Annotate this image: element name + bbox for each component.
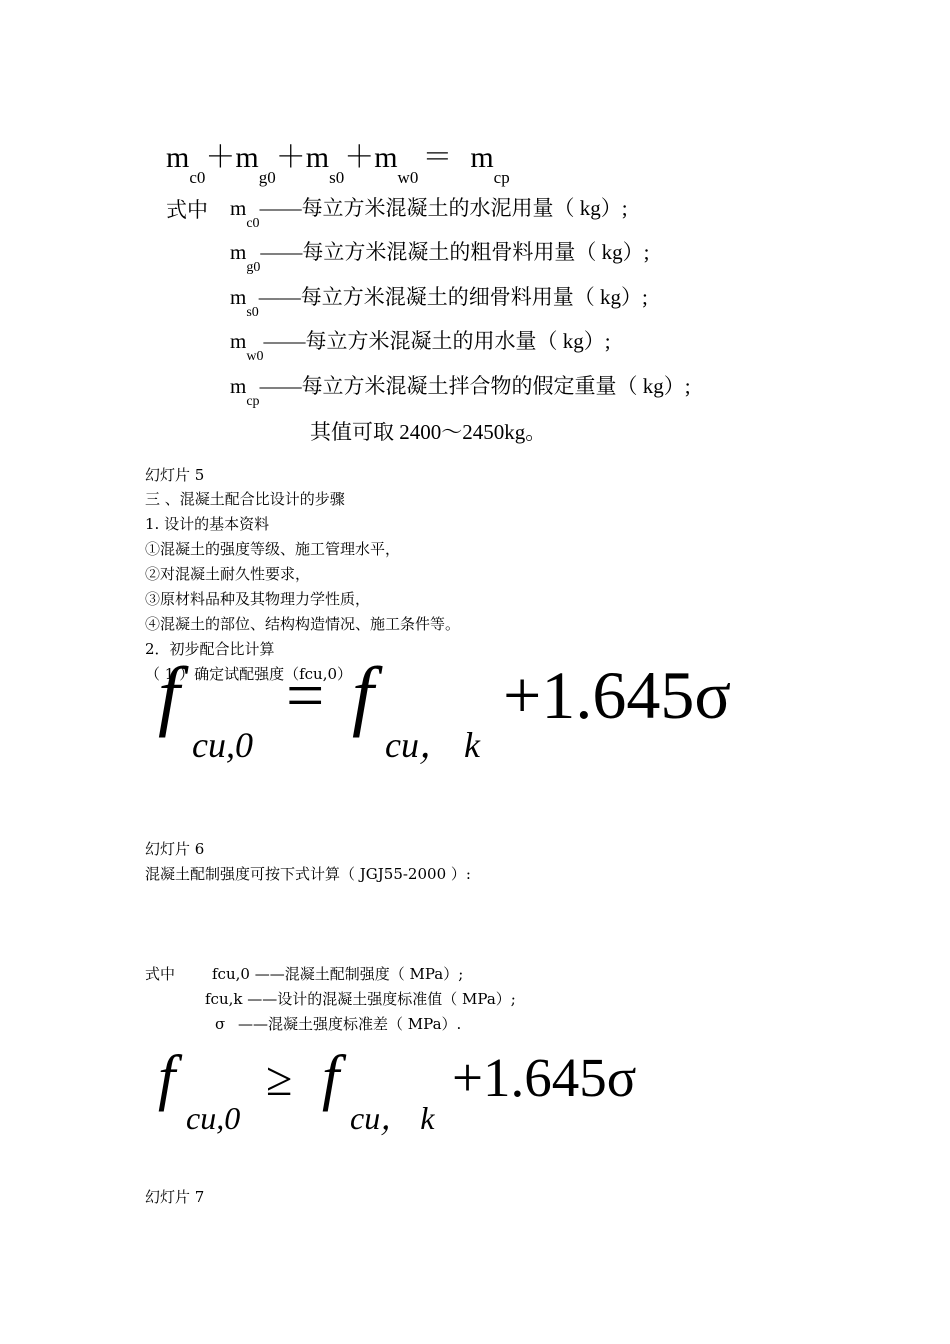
def-text: ——每立方米混凝土的水泥用量（ kg）; xyxy=(259,196,628,220)
eq-m1: m xyxy=(166,141,190,174)
formula1-sub2: cu， k xyxy=(385,725,480,765)
def-sub: w0 xyxy=(246,349,264,364)
def-sub: cp xyxy=(246,394,260,409)
def-text: ——混凝土强度标准差（ MPa）. xyxy=(238,1015,462,1033)
slide5-line-3: ①混凝土的强度等级、施工管理水平， xyxy=(145,540,401,558)
def-text: ——混凝土配制强度（ MPa）; xyxy=(254,965,464,983)
slide5-line-2: 1. 设计的基本资料 xyxy=(145,515,270,533)
def-text: ——设计的混凝土强度标准值（ MPa）; xyxy=(247,990,516,1008)
slide5-line-7: 2．初步配合比计算 xyxy=(145,640,275,658)
def-symbol: fcu,k xyxy=(205,990,243,1008)
formula1-eq: = xyxy=(286,657,325,733)
formula1-rest: +1.645σ xyxy=(503,657,732,733)
eq-sub-w0: w0 xyxy=(397,168,419,187)
slide5-line-4: ②对混凝土耐久性要求， xyxy=(145,565,311,583)
eq-sub-cp: cp xyxy=(493,168,510,187)
def-m: m xyxy=(230,240,247,264)
def-text: ——每立方米混凝土的用水量（ kg）; xyxy=(263,329,611,353)
formula1-f1: f xyxy=(158,651,180,738)
slide7-title: 幻灯片 7 xyxy=(145,1188,205,1206)
def-sub: s0 xyxy=(246,305,259,320)
slide5-line-8: （ 1 ）确定试配强度（fcu,0） xyxy=(145,665,353,683)
def-text: ——每立方米混凝土的细骨料用量（ kg）; xyxy=(258,285,648,309)
value-note: 其值可取 2400～2450kg。 xyxy=(310,420,547,444)
eq-sub-c0: c0 xyxy=(189,168,206,187)
def-text: ——每立方米混凝土拌合物的假定重量（ kg）; xyxy=(259,374,691,398)
eq-m2: m xyxy=(235,141,259,174)
where-label-1: 式中 xyxy=(166,198,208,222)
eq-plus-1: ＋ xyxy=(205,141,236,174)
formula1-f2: f xyxy=(352,651,374,738)
formula2-sub2: cu， k xyxy=(350,1100,435,1136)
def-sub: g0 xyxy=(246,260,261,275)
def-symbol: fcu,0 xyxy=(212,965,250,983)
formula2-rest: +1.645σ xyxy=(452,1047,637,1108)
formula2-rel: ≥ xyxy=(266,1053,293,1106)
slide5-line-6: ④混凝土的部位、结构构造情况、施工条件等。 xyxy=(145,615,461,633)
eq-sub-s0: s0 xyxy=(329,168,345,187)
formula2-f1: f xyxy=(158,1044,176,1112)
slide6-where-label: 式中 xyxy=(145,965,176,983)
slide5-line-5: ③原材料品种及其物理力学性质， xyxy=(145,590,371,608)
slide5-line-1: 三 、混凝土配合比设计的步骤 xyxy=(145,490,345,508)
def-m: m xyxy=(230,329,247,353)
eq-equals: ＝ xyxy=(422,141,453,174)
eq-m4: m xyxy=(374,141,398,174)
def-m: m xyxy=(230,374,247,398)
eq-plus-3: ＋ xyxy=(344,141,375,174)
eq-plus-2: ＋ xyxy=(275,141,306,174)
slide6-title: 幻灯片 6 xyxy=(145,840,205,858)
eq-m3: m xyxy=(305,141,330,174)
formula2-f2: f xyxy=(322,1044,340,1112)
eq-m5: m xyxy=(470,141,494,174)
def-symbol: σ xyxy=(215,1015,226,1033)
eq-sub-g0: g0 xyxy=(258,168,276,187)
def-m: m xyxy=(230,285,247,309)
slide5-title: 幻灯片 5 xyxy=(145,466,205,484)
def-sub: c0 xyxy=(246,216,260,231)
def-m: m xyxy=(230,196,247,220)
formula2-sub1: cu,0 xyxy=(186,1100,241,1136)
def-text: ——每立方米混凝土的粗骨料用量（ kg）; xyxy=(260,240,650,264)
formula1-sub1: cu,0 xyxy=(192,725,253,765)
slide6-intro: 混凝土配制强度可按下式计算（ JGJ55-2000 ）: xyxy=(145,865,471,883)
